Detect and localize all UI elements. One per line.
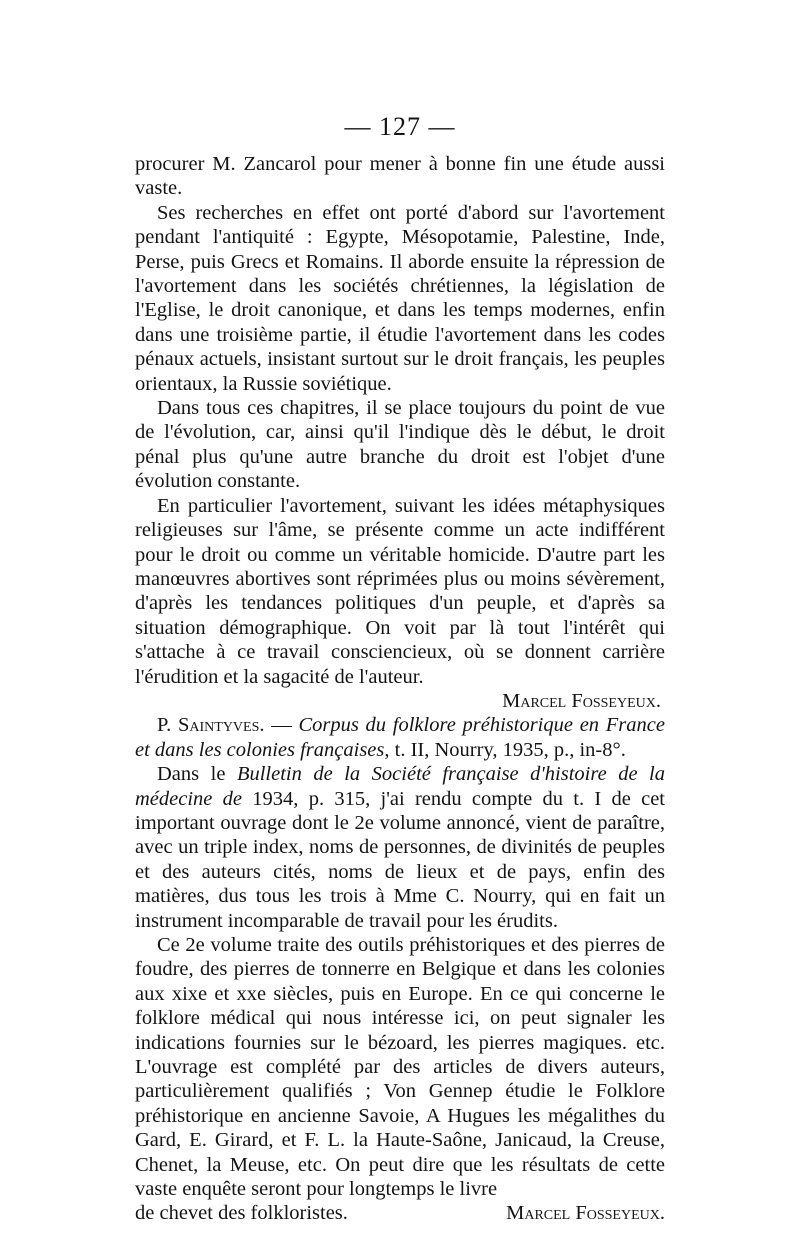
paragraph-3: Dans tous ces chapitres, il se place toujours du point de vue de l'évolution, car, ainsi qu'il l'indique dès le début, le droit pénal plus qu'une autre branche du droit est l'objet d'une évolution constante. [135,397,665,493]
reference-details: , t. II, Nourry, 1935, p., in-8°. [384,738,626,761]
signature-2: Marcel Fosseyeux. [506,1202,665,1225]
reference-dash: — [264,714,299,737]
paragraph-5 [135,762,665,933]
paragraph-2: Ses recherches en effet ont porté d'abord sur l'avortement pendant l'antiquité : Egypte, Mésopotamie, Palestine, Inde, Perse, puis Grecs et Romains. Il aborde ensuite la répression de l'avortement dans les sociétés chrétiennes, la législation de l'Eglise, le droit canonique, et dans les temps modernes, enfin dans une troisième partie, il étudie l'avortement dans les codes pénaux actuels, insistant surtout sur le droit français, les peuples orientaux, la Russie soviétique. [135,201,665,395]
paragraph-5-rest: 1934, p. 315, j'ai rendu compte du t. I de cet important ouvrage dont le 2e volume annoncé, vient de paraître, avec un triple index, noms de personnes, de divinités de peuples et des auteurs cités, noms de lieux et de pays, enfin des matières, dus tous les trois à Mme C. Nourry, qui en fait un instrument incomparable de travail pour les érudits. [135,787,666,932]
page-number: — 127 — [344,112,456,141]
signature-1: Marcel Fosseyeux. [502,689,661,712]
closing-line [135,1201,665,1225]
body-text [135,152,665,1226]
book-reference [135,713,665,762]
closing-text: de chevet des folkloristes. [135,1202,348,1225]
paragraph-5-start: Dans le [157,763,237,786]
reference-title: Corpus du folklore préhistorique en France et dans les colonies françaises [135,714,665,761]
journal-title: Bulletin de la Société française d'histoire de la médecine de [135,763,665,810]
reference-author: P. Saintyves. [157,714,265,737]
paragraph-4: En particulier l'avortement, suivant les idées métaphysiques religieuses sur l'âme, se présente comme un acte indifférent pour le droit ou comme un véritable homicide. D'autre part les manœuvres abortives sont réprimées plus ou moins sévèrement, d'après les tendances politiques d'un peuple, et d'après sa situation démographique. On voit par là tout l'intérêt qui s'attache à ce travail consciencieux, où se donnent carrière l'érudition et la sagacité de l'auteur. [135,494,665,688]
paragraph-1: procurer M. Zancarol pour mener à bonne fin une étude aussi vaste. [135,153,665,200]
paragraph-6: Ce 2e volume traite des outils préhistoriques et des pierres de foudre, des pierres de tonnerre en Belgique et dans les colonies aux xixe et xxe siècles, puis en Europe. En ce qui concerne le folklore médical qui nous intéresse ici, on peut signaler les indications fournies sur le bézoard, les pierres magiques. etc. L'ouvrage est complété par des articles de divers auteurs, particulièrement qualifiés ; Von Gennep étudie le Folklore préhistorique en ancienne Savoie, A Hugues les mégalithes du Gard, E. Girard, et F. L. la Haute-Saône, Janicaud, la Creuse, Chenet, la Meuse, etc. On peut dire que les résultats de cette vaste enquête seront pour longtemps le livre [135,934,665,1201]
